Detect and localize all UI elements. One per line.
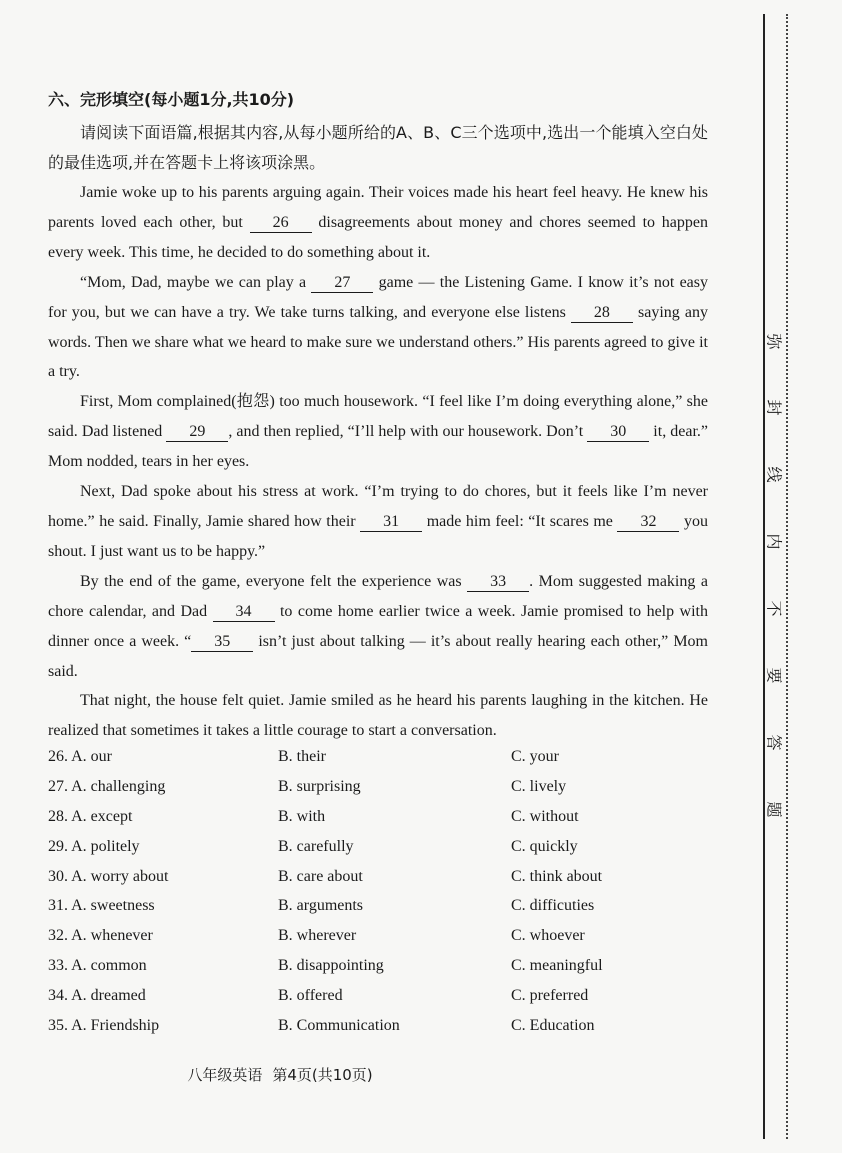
option-b: B. surprising — [278, 777, 361, 795]
seal-char-8: 题 — [764, 801, 784, 818]
section-title: 六、完形填空(每小题1分,共10分) — [48, 90, 295, 109]
option-c: C. your — [511, 748, 559, 765]
option-row-32 — [48, 921, 668, 951]
option-a: 35. A. Friendship — [48, 1017, 160, 1035]
option-a: 32. A. whenever — [48, 927, 153, 945]
blank-33: 33 — [467, 573, 529, 592]
blank-26: 26 — [250, 214, 312, 233]
option-c: C. without — [511, 807, 579, 825]
passage-text: “Mom, Dad, maybe we can play a — [80, 273, 312, 291]
passage-text: That night, the house felt quiet. Jamie smiled as he heard his parents laughing in the kitchen. He realized that sometimes it takes a little courage to start a conversation. — [48, 692, 708, 740]
cloze-section — [48, 88, 708, 746]
blank-32: 32 — [617, 513, 679, 532]
option-row-31 — [48, 891, 668, 921]
blank-30: 30 — [587, 423, 649, 442]
option-a: 27. A. challenging — [48, 777, 166, 795]
blank-28: 28 — [571, 304, 633, 323]
blank-35: 35 — [191, 633, 253, 652]
blank-31: 31 — [360, 513, 422, 532]
option-c: C. meaningful — [511, 957, 603, 975]
option-row-35 — [48, 1011, 668, 1041]
option-a: 30. A. worry about — [48, 867, 169, 885]
passage-text: made him feel: “It scares me — [422, 512, 618, 530]
passage-text: game — the Listening Game. I know it’s not easy for you, but we can have a try. We take turns talking, and everyone else listens — [48, 273, 708, 321]
option-row-27 — [48, 772, 668, 802]
option-c: C. quickly — [511, 837, 578, 855]
seal-char-5: 不 — [764, 600, 784, 617]
option-a: 34. A. dreamed — [48, 987, 146, 1005]
seal-char-2: 封 — [764, 399, 784, 416]
seal-char-6: 要 — [764, 667, 784, 684]
binding-dotted-line — [786, 14, 788, 1139]
passage-text: . Mom suggested making a chore calendar, and Dad — [48, 572, 708, 620]
passage-paragraph-1 — [48, 178, 708, 268]
passage-paragraph-6 — [48, 686, 708, 746]
option-c: C. whoever — [511, 927, 585, 945]
option-a: 29. A. politely — [48, 837, 140, 855]
option-row-30 — [48, 862, 668, 892]
blank-29: 29 — [166, 423, 228, 442]
option-b: B. Communication — [278, 1017, 400, 1035]
passage-text: , and then replied, “I’ll help with our housework. Don’t — [228, 423, 588, 441]
passage-text: to come home earlier twice a week. Jamie promised to help with dinner once a week. “ — [48, 602, 708, 650]
blank-27: 27 — [311, 274, 373, 293]
option-c: C. difficuties — [511, 897, 595, 915]
footer-page-number: 第4页(共10页) — [272, 1066, 373, 1084]
option-c: C. think about — [511, 867, 603, 885]
option-a: 28. A. except — [48, 807, 133, 825]
option-b: B. arguments — [278, 897, 364, 915]
option-b: B. carefully — [278, 837, 354, 855]
passage-paragraph-2 — [48, 268, 708, 388]
seal-char-7: 答 — [764, 734, 784, 751]
seal-char-4: 内 — [764, 533, 784, 550]
option-row-26 — [48, 742, 668, 772]
seal-char-3: 线 — [764, 466, 784, 483]
option-a: 31. A. sweetness — [48, 897, 155, 915]
passage-paragraph-5 — [48, 567, 708, 687]
option-c: C. preferred — [511, 987, 589, 1005]
option-b: B. wherever — [278, 927, 357, 945]
option-b: B. their — [278, 748, 326, 765]
option-a: 33. A. common — [48, 957, 147, 975]
option-b: B. disappointing — [278, 957, 384, 975]
seal-char-1: 弥 — [764, 333, 784, 350]
passage-text: By the end of the game, everyone felt the experience was — [80, 572, 468, 590]
passage-paragraph-4 — [48, 477, 708, 567]
passage-text: First, Mom complained(抱怨) too much housework. “I feel like I’m doing everything alone,” she said. Dad listened — [48, 393, 708, 441]
answer-options — [48, 742, 668, 1041]
passage-paragraph-3 — [48, 387, 708, 477]
instruction-text: 请阅读下面语篇,根据其内容,从每小题所给的A、B、C三个选项中,选出一个能填入空白处的最佳选项,并在答题卡上将该项涂黑。 — [48, 123, 708, 172]
passage-text: isn’t just about talking — it’s about really hearing each other,” Mom said. — [48, 632, 708, 680]
option-row-34 — [48, 981, 668, 1011]
blank-34: 34 — [213, 603, 275, 622]
option-row-33 — [48, 951, 668, 981]
option-row-28 — [48, 802, 668, 832]
passage-text: you shout. I just want us to be happy.” — [48, 512, 708, 560]
option-c: C. lively — [511, 777, 567, 795]
passage-text: saying any words. Then we share what we heard to make sure we understand others.” His parents agreed to give it a try. — [48, 303, 709, 381]
footer-subject: 八年级英语 — [187, 1066, 263, 1084]
option-c: C. Education — [511, 1017, 595, 1035]
passage-text: it, dear.” Mom nodded, tears in her eyes. — [48, 423, 709, 471]
passage-text: disagreements about money and chores seemed to happen every week. This time, he decided to do something about it. — [48, 213, 708, 261]
passage-text: Jamie woke up to his parents arguing again. Their voices made his heart feel heavy. He knew his parents loved each other, but — [48, 184, 708, 231]
page-footer — [0, 1064, 560, 1085]
option-a: 26. A. our — [48, 748, 112, 765]
option-b: B. offered — [278, 987, 343, 1005]
binding-margin-line — [763, 14, 765, 1139]
option-b: B. with — [278, 807, 326, 825]
passage-text: Next, Dad spoke about his stress at work. “I’m trying to do chores, but it feels like I’m never home.” he said. Finally, Jamie shared how their — [48, 483, 708, 530]
option-row-29 — [48, 832, 668, 862]
option-b: B. care about — [278, 867, 363, 885]
